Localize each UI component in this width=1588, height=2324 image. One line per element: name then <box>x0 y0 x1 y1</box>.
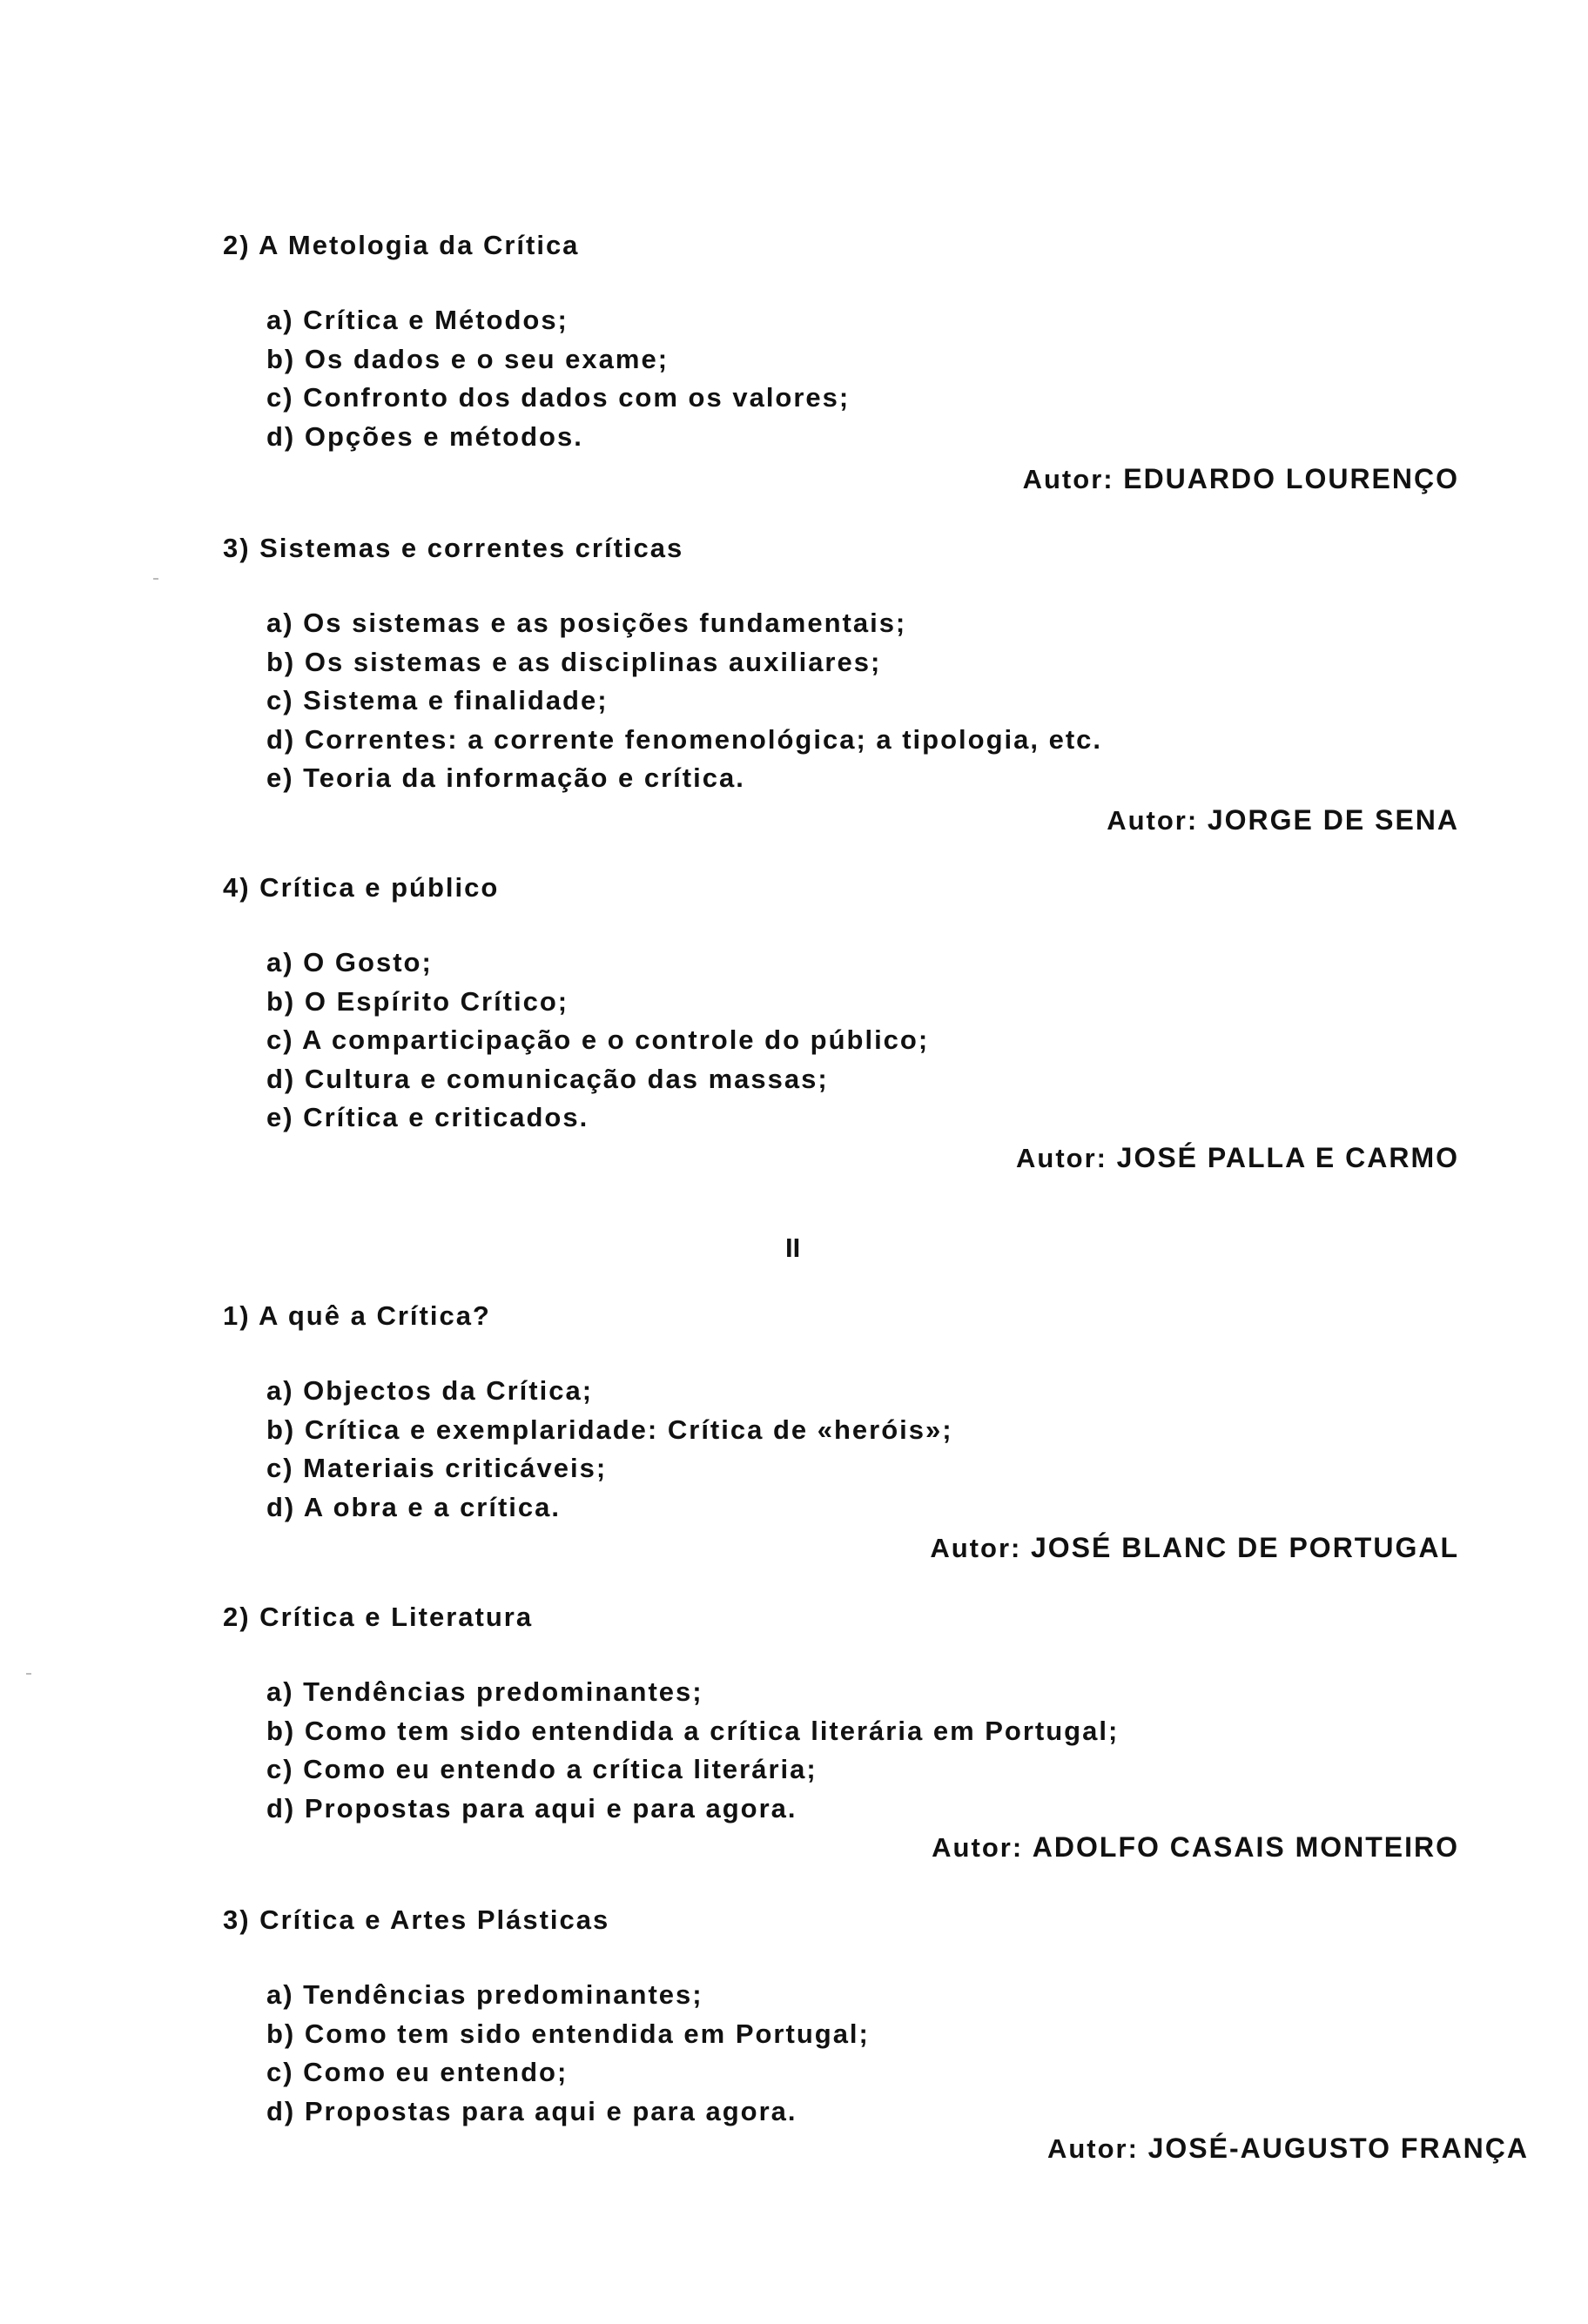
section-critica-e-artes-plasticas <box>223 1901 1529 2180</box>
topic-item: c) Como eu entendo; <box>266 2057 569 2087</box>
author-name: JOSÉ-AUGUSTO FRANÇA <box>1147 2133 1529 2164</box>
author-label: Autor: <box>1022 464 1114 494</box>
topic-item: a) O Gosto; <box>266 947 433 977</box>
topic-item: d) Cultura e comunicação das massas; <box>266 1063 829 1094</box>
author-name: ADOLFO CASAIS MONTEIRO <box>1032 1831 1459 1863</box>
topic-item: a) Crítica e Métodos; <box>266 305 569 335</box>
author-name: JOSÉ BLANC DE PORTUGAL <box>1030 1532 1459 1563</box>
author-label: Autor: <box>930 1533 1022 1563</box>
topic-item: e) Teoria da informação e crítica. <box>266 762 745 793</box>
topic-item: b) O Espírito Crítico; <box>266 985 569 1017</box>
topic-item: c) Confronto dos dados com os valores; <box>266 382 851 413</box>
section-critica-e-literatura <box>223 1598 1459 1877</box>
part-numeral: II <box>785 1233 801 1263</box>
author-line <box>1107 801 1459 840</box>
author-line <box>932 1828 1459 1867</box>
topic-list <box>223 1372 1459 1527</box>
topic-item: b) Crítica e exemplaridade: Crítica de «heróis»; <box>266 1414 953 1445</box>
topic-item: c) Como eu entendo a crítica literária; <box>266 1754 818 1784</box>
section-heading: 3) Crítica e Artes Plásticas <box>223 1904 610 1935</box>
topic-item: b) Os dados e o seu exame; <box>266 343 670 374</box>
topic-item: d) Propostas para aqui e para agora. <box>266 2095 797 2126</box>
topic-list <box>223 301 1459 456</box>
author-name: JOSÉ PALLA E CARMO <box>1116 1142 1459 1173</box>
scan-speck <box>153 578 158 580</box>
section-a-que-a-critica <box>223 1297 1459 1575</box>
topic-item: e) Crítica e criticados. <box>266 1102 589 1132</box>
author-label: Autor: <box>932 1832 1024 1863</box>
scan-speck <box>26 1673 31 1675</box>
topic-item: d) Opções e métodos. <box>266 420 583 452</box>
topic-item: b) Os sistemas e as disciplinas auxiliares; <box>266 646 882 677</box>
topic-list <box>223 1673 1459 1828</box>
topic-item: d) Correntes: a corrente fenomenológica; a tipologia, etc. <box>266 723 1103 755</box>
topic-item: b) Como tem sido entendida a crítica literária em Portugal; <box>266 1715 1120 1746</box>
author-label: Autor: <box>1016 1143 1108 1173</box>
topic-item: c) A comparticipação e o controle do público; <box>266 1024 930 1055</box>
section-sistemas-e-correntes <box>223 529 1459 843</box>
section-heading: 2) Crítica e Literatura <box>223 1602 534 1632</box>
topic-item: a) Tendências predominantes; <box>266 1676 703 1707</box>
section-heading: 2) A Metologia da Crítica <box>223 230 580 260</box>
author-line <box>1047 2129 1529 2168</box>
section-heading: 4) Crítica e público <box>223 872 500 903</box>
author-name: JORGE DE SENA <box>1207 804 1459 836</box>
section-heading: 1) A quê a Crítica? <box>223 1300 491 1331</box>
author-label: Autor: <box>1107 805 1199 836</box>
author-line <box>1023 460 1459 499</box>
section-critica-e-publico <box>223 869 1459 1182</box>
topic-list <box>223 944 1459 1138</box>
topic-item: d) Propostas para aqui e para agora. <box>266 1792 797 1824</box>
topic-list <box>223 1976 1529 2131</box>
topic-item: d) A obra e a crítica. <box>266 1491 562 1522</box>
topic-item: c) Materiais criticáveis; <box>266 1453 608 1483</box>
section-heading: 3) Sistemas e correntes críticas <box>223 533 684 563</box>
topic-list <box>223 604 1459 798</box>
author-line <box>1016 1138 1459 1178</box>
topic-item: b) Como tem sido entendida em Portugal; <box>266 2018 870 2049</box>
topic-item: a) Objectos da Crítica; <box>266 1375 594 1406</box>
author-line <box>930 1528 1459 1568</box>
topic-item: c) Sistema e finalidade; <box>266 685 609 715</box>
section-metologia-da-critica <box>223 226 1459 505</box>
author-label: Autor: <box>1046 2133 1139 2164</box>
topic-item: a) Tendências predominantes; <box>266 1979 703 2010</box>
author-name: EDUARDO LOURENÇO <box>1123 463 1459 494</box>
topic-item: a) Os sistemas e as posições fundamentais; <box>266 608 907 638</box>
